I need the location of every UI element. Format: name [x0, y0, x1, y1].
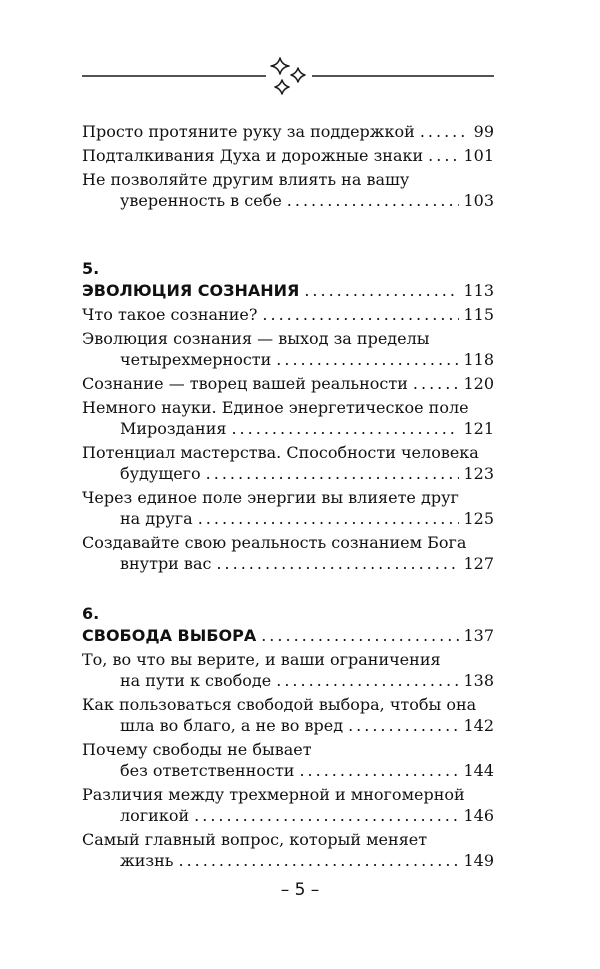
toc-entry[interactable] — [82, 739, 494, 781]
toc-page-number: 123 — [463, 464, 494, 483]
toc-entry-text: Потенциал мастерства. Способности человека — [82, 443, 479, 462]
toc-entry[interactable] — [82, 487, 494, 529]
toc-entry-text: Почему свободы не бывает — [82, 740, 312, 759]
toc-entry-text: Как пользоваться свободой выбора, чтобы она — [82, 695, 477, 714]
toc-entry[interactable] — [82, 304, 494, 325]
leader-dots — [348, 715, 459, 736]
toc-entry-text: Создавайте свою реальность сознанием Бога — [82, 533, 467, 552]
four-point-stars-icon — [271, 58, 305, 94]
toc-entry[interactable] — [82, 649, 494, 691]
toc-entry[interactable] — [82, 532, 494, 574]
toc-page-number: 146 — [463, 806, 494, 825]
toc-entry-text-cont: уверенность в себе — [120, 191, 282, 210]
chapter-number: 5. — [82, 259, 100, 278]
toc-entry[interactable] — [82, 121, 494, 142]
page-footer-number: – 5 – — [280, 880, 320, 900]
chapter-title-entry[interactable] — [82, 625, 494, 646]
leader-dots — [428, 145, 459, 166]
leader-dots — [420, 121, 470, 142]
toc-entry[interactable] — [82, 145, 494, 166]
toc-page-number: 125 — [463, 509, 494, 528]
toc-page-number: 121 — [463, 419, 494, 438]
toc-entry[interactable] — [82, 694, 494, 736]
toc-entry-text: Подталкивания Духа и дорожные знаки — [82, 146, 424, 165]
toc-entry-text-cont: четырехмерности — [120, 350, 272, 369]
leader-dots — [216, 553, 459, 574]
leader-dots — [261, 625, 459, 646]
toc-page-number: 144 — [463, 761, 494, 780]
toc-entry-text-cont: на друга — [120, 509, 193, 528]
star-icon-top — [271, 58, 289, 74]
toc-entry-text-cont: логикой — [120, 806, 190, 825]
chapter-title: СВОБОДА ВЫБОРА — [82, 626, 257, 645]
toc-entry-text: Сознание — творец вашей реальности — [82, 374, 408, 393]
leader-dots — [413, 373, 460, 394]
leader-dots — [287, 190, 460, 211]
toc-page-number: 115 — [463, 305, 494, 324]
toc-entry-text: Различия между трехмерной и многомерной — [82, 785, 465, 804]
leader-dots — [276, 349, 459, 370]
toc-entry-text-cont: без ответственности — [120, 761, 295, 780]
toc-entry-text-cont: шла во благо, а не во вред — [120, 716, 344, 735]
leader-dots — [276, 670, 459, 691]
toc-entry-text-cont: жизнь — [120, 851, 174, 870]
toc-top-section — [82, 121, 494, 211]
toc-entry-text: Что такое сознание? — [82, 305, 258, 324]
toc-entry-text-cont: Мироздания — [120, 419, 227, 438]
toc-entry-text: Эволюция сознания — выход за пределы — [82, 329, 430, 348]
toc-page-number: 149 — [463, 851, 494, 870]
toc-page-number: 101 — [463, 146, 494, 165]
toc-entry[interactable] — [82, 442, 494, 484]
toc-entry-text-cont: на пути к свободе — [120, 671, 272, 690]
toc-entry-text: То, во что вы верите, и ваши ограничения — [82, 650, 441, 669]
toc-entry[interactable] — [82, 169, 494, 211]
toc-entry[interactable] — [82, 784, 494, 826]
leader-dots — [262, 304, 459, 325]
header-ornament — [80, 56, 496, 96]
toc-entry-text-cont: будущего — [120, 464, 201, 483]
toc-page-number: 127 — [463, 554, 494, 573]
toc-entry-text-cont: внутри вас — [120, 554, 212, 573]
toc-entry-text: Не позволяйте другим влиять на вашу — [82, 170, 410, 189]
toc-entry-text: Самый главный вопрос, который меняет — [82, 830, 428, 849]
leader-dots — [299, 760, 459, 781]
toc-page-number: 118 — [463, 350, 494, 369]
toc-entry[interactable] — [82, 829, 494, 871]
leader-dots — [304, 280, 459, 301]
toc-entry[interactable] — [82, 373, 494, 394]
toc-entry-text: Просто протяните руку за поддержкой — [82, 122, 415, 141]
toc-page-number: 120 — [463, 374, 494, 393]
leader-dots — [178, 850, 459, 871]
chapter-title-entry[interactable] — [82, 280, 494, 301]
chapter-title: ЭВОЛЮЦИЯ СОЗНАНИЯ — [82, 281, 300, 300]
toc-entry[interactable] — [82, 397, 494, 439]
toc-entry-text: Немного науки. Единое энергетическое поле — [82, 398, 469, 417]
leader-dots — [194, 805, 459, 826]
toc-page-number: 103 — [463, 191, 494, 210]
toc-entry[interactable] — [82, 328, 494, 370]
leader-dots — [198, 508, 460, 529]
toc-chapter-5 — [82, 258, 494, 574]
toc-page-number: 142 — [463, 716, 494, 735]
toc-page-number: 99 — [473, 122, 494, 141]
toc-page-number: 137 — [463, 626, 494, 645]
star-icon-right — [291, 68, 305, 82]
toc-entry-text: Через единое поле энергии вы влияете друг — [82, 488, 459, 507]
leader-dots — [206, 463, 460, 484]
toc-chapter-6 — [82, 603, 494, 871]
toc-page-number: 113 — [463, 281, 494, 300]
leader-dots — [231, 418, 459, 439]
star-icon-bottom — [275, 80, 289, 94]
toc-page-number: 138 — [463, 671, 494, 690]
chapter-number: 6. — [82, 604, 100, 623]
